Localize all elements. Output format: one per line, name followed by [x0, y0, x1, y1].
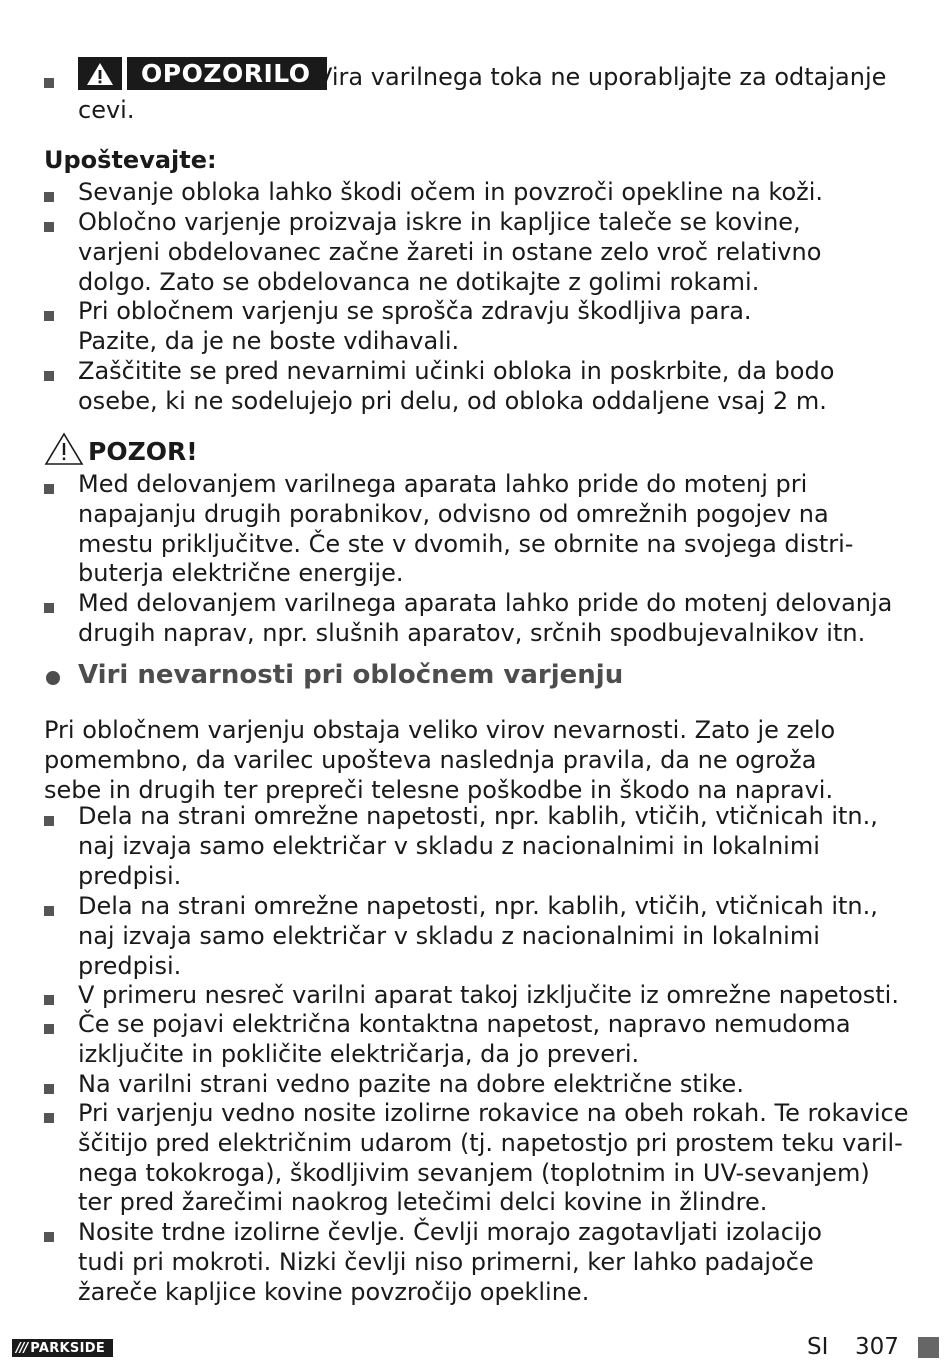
logo-slashes: ///	[16, 1340, 28, 1356]
list-item: Na varilni strani vedno pazite na dobre električne stike.	[78, 1070, 744, 1098]
warning-triangle-icon	[78, 57, 122, 90]
bullet-square-icon	[44, 1113, 54, 1123]
bullet-square-icon	[44, 906, 54, 916]
list-item: Dela na strani omrežne napetosti, npr. kablih, vtičih, vtičnicah itn., naj izvaja samo električar v skladu z nacionalnimi in lokalnimi predpisi.	[78, 892, 878, 980]
caution-label: POZOR!	[88, 436, 198, 466]
page-marker-square	[918, 1337, 939, 1358]
warning-label: OPOZORILO	[127, 57, 327, 90]
bullet-square-icon	[44, 995, 54, 1005]
bullet-square-icon	[44, 816, 54, 826]
list-item: Dela na strani omrežne napetosti, npr. kablih, vtičih, vtičnicah itn., naj izvaja samo električar v skladu z nacionalnimi in lokalnimi predpisi.	[78, 802, 878, 890]
bullet-square-icon	[44, 371, 54, 381]
list-item: Če se pojavi električna kontaktna napetost, napravo nemudoma izključite in pokličite električarja, da jo preveri.	[78, 1010, 851, 1068]
list-item: Med delovanjem varilnega aparata lahko pride do motenj pri napajanju drugih porabnikov, odvisno od omrežnih pogojev na mestu priključitve. Če ste v dvomih, se obrnite na svojega distri- buterja električne energije.	[78, 470, 854, 588]
list-item: V primeru nesreč varilni aparat takoj izključite iz omrežne napetosti.	[78, 981, 899, 1009]
bullet-square-icon	[44, 603, 54, 613]
list-item: Zaščitite se pred nevarnimi učinki obloka in poskrbite, da bodo osebe, ki ne sodelujejo pri delu, od obloka oddaljene vsaj 2 m.	[78, 357, 835, 415]
bullet-square-icon	[44, 311, 54, 321]
section-dot-icon	[46, 671, 60, 685]
bullet-square-icon	[44, 222, 54, 232]
parkside-logo	[12, 1339, 113, 1357]
bullet-square-icon	[44, 192, 54, 202]
logo-text: PARKSIDE	[30, 1340, 106, 1356]
warning-text-continued: cevi.	[78, 96, 135, 124]
warning-triangle-icon	[44, 432, 84, 470]
list-item: Obločno varjenje proizvaja iskre in kapljice taleče se kovine, varjeni obdelovanec začne žareti in ostane zelo vroč relativno dolgo. Zato se obdelovanca ne dotikajte z golimi rokami.	[78, 208, 822, 296]
warning-banner	[78, 57, 327, 90]
heading-upostevajte: Upoštevajte:	[44, 146, 217, 174]
language-code: SI	[807, 1334, 829, 1360]
warning-text: Vira varilnega toka ne uporabljajte za odtajanje	[316, 63, 887, 91]
bullet-square-icon	[44, 1084, 54, 1094]
list-item: Med delovanjem varilnega aparata lahko pride do motenj delovanja drugih naprav, npr. slušnih aparatov, srčnih spodbujevalnikov itn.	[78, 589, 893, 647]
list-item: Pri varjenju vedno nosite izolirne rokavice na obeh rokah. Te rokavice ščitijo pred električnim udarom (tj. napetostjo pri prostem teku varil- nega tokokroga), škodljivim sevanjem (toplotnim in UV-sevanjem) ter pred žarečimi naokrog letečimi delci kovine in žlindre.	[78, 1099, 909, 1217]
section-title: Viri nevarnosti pri obločnem varjenju	[78, 660, 624, 690]
bullet-square-icon	[44, 78, 54, 88]
caution-heading	[44, 432, 198, 470]
list-item: Pri obločnem varjenju se sprošča zdravju škodljiva para. Pazite, da je ne boste vdihavali.	[78, 297, 752, 355]
bullet-square-icon	[44, 1232, 54, 1242]
bullet-square-icon	[44, 484, 54, 494]
bullet-square-icon	[44, 1024, 54, 1034]
section-intro: Pri obločnem varjenju obstaja veliko virov nevarnosti. Zato je zelo pomembno, da varilec upošteva naslednja pravila, da ne ogroža sebe in drugih ter prepreči telesne poškodbe in škodo na napravi.	[44, 716, 836, 804]
list-item: Sevanje obloka lahko škodi očem in povzroči opekline na koži.	[78, 178, 824, 206]
list-item: Nosite trdne izolirne čevlje. Čevlji morajo zagotavljati izolacijo tudi pri mokroti. Nizki čevlji niso primerni, ker lahko padajoče žareče kapljice kovine povzročijo opekline.	[78, 1218, 822, 1306]
page-number: 307	[855, 1334, 899, 1360]
